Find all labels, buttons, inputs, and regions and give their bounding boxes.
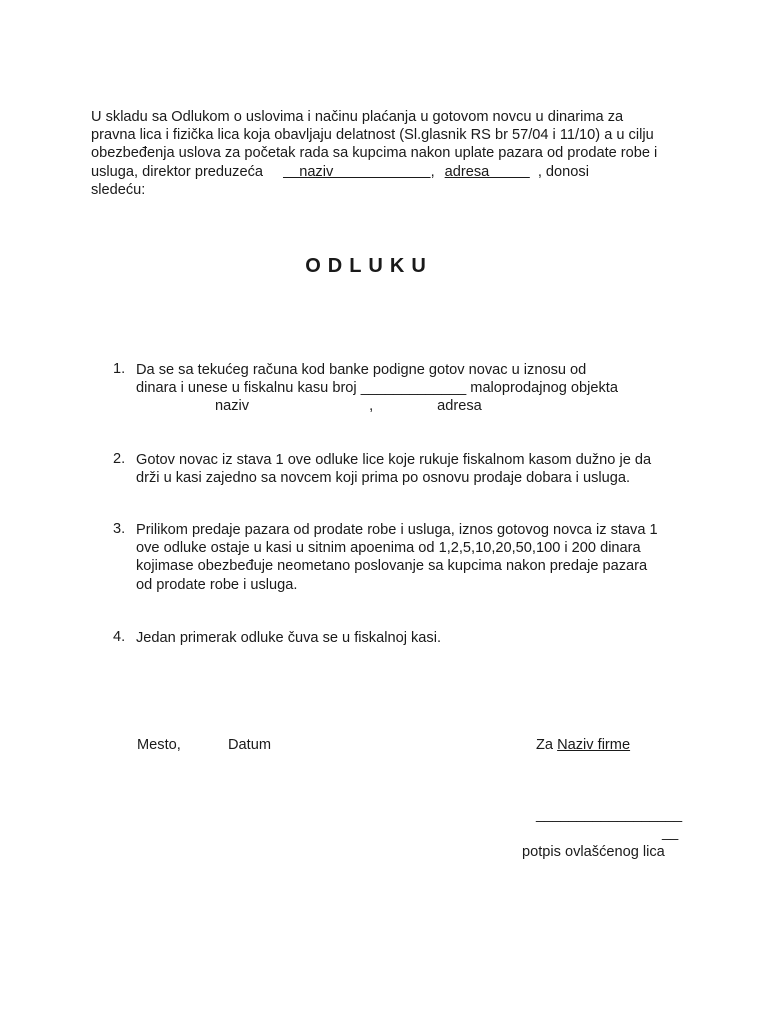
footer-mesto: Mesto, bbox=[137, 737, 181, 753]
item-2-text bbox=[136, 451, 651, 487]
intro-paragraph bbox=[91, 108, 691, 199]
intro-separator: , bbox=[430, 163, 435, 180]
intro-line-1: U skladu sa Odlukom o uslovima i načinu plaćanja u gotovom novcu u dinarima za bbox=[91, 109, 624, 125]
naziv-field: naziv bbox=[282, 163, 431, 180]
intro-line-4 bbox=[91, 163, 691, 181]
intro-line-4-suffix: , donosi bbox=[537, 163, 589, 180]
intro-line-3: obezbeđenja uslova za početak rada sa kupcima nakon uplate pazara od prodate robe i bbox=[91, 145, 658, 162]
item-2-number: 2. bbox=[113, 451, 126, 467]
signature-line-tail: __ bbox=[662, 825, 679, 841]
item-3-number: 3. bbox=[113, 521, 126, 537]
signature-label: potpis ovlašćenog lica bbox=[522, 844, 665, 860]
item-1-naziv: naziv bbox=[215, 398, 250, 415]
document-title: ODLUKU bbox=[305, 255, 433, 277]
item-4-text bbox=[136, 629, 441, 647]
footer-za: Za bbox=[536, 737, 554, 753]
item-1-line-1: Da se sa tekućeg računa kod banke podigne gotov novac u iznosu od bbox=[136, 362, 587, 378]
item-1-number: 1. bbox=[113, 361, 126, 377]
item-1-text bbox=[136, 361, 618, 416]
intro-line-5: sledeću: bbox=[91, 181, 146, 198]
adresa-field: adresa bbox=[444, 163, 530, 180]
footer-naziv-firme: Naziv firme bbox=[557, 737, 631, 753]
footer-company bbox=[536, 737, 630, 753]
item-4-line-1: Jedan primerak odluke čuva se u fiskalnoj kasi. bbox=[136, 630, 442, 646]
item-3-line-4: od prodate robe i usluga. bbox=[136, 576, 298, 593]
item-2-line-2: drži u kasi zajedno sa novcem koji prima po osnovu prodaje dobara i usluga. bbox=[136, 470, 631, 487]
item-1-adresa: adresa bbox=[437, 398, 482, 415]
signature-line: __________________ bbox=[536, 807, 683, 823]
item-3-line-1: Prilikom predaje pazara od prodate robe i usluga, iznos gotovog novca iz stava 1 bbox=[136, 522, 658, 538]
footer-datum: Datum bbox=[228, 737, 271, 753]
item-3-line-2: ove odluke ostaje u kasi u sitnim apoenima od 1,2,5,10,20,50,100 i 200 dinara bbox=[136, 540, 641, 557]
item-3-line-3: kojimase obezbeđuje neometano poslovanje sa kupcima nakon predaje pazara bbox=[136, 558, 648, 575]
item-4-number: 4. bbox=[113, 629, 126, 645]
item-1-comma: , bbox=[369, 398, 374, 415]
item-1-line-2: dinara i unese u fiskalnu kasu broj _____________ maloprodajnog objekta bbox=[136, 380, 618, 397]
item-1-line-3 bbox=[136, 397, 618, 415]
item-3-text bbox=[136, 521, 658, 594]
item-2-line-1: Gotov novac iz stava 1 ove odluke lice koje rukuje fiskalnom kasom dužno je da bbox=[136, 452, 652, 468]
intro-line-2: pravna lica i fizička lica koja obavljaju delatnost (Sl.glasnik RS br 57/04 i 11/10) a u cilju bbox=[91, 127, 654, 144]
intro-line-4-prefix: usluga, direktor preduzeća bbox=[91, 163, 263, 180]
